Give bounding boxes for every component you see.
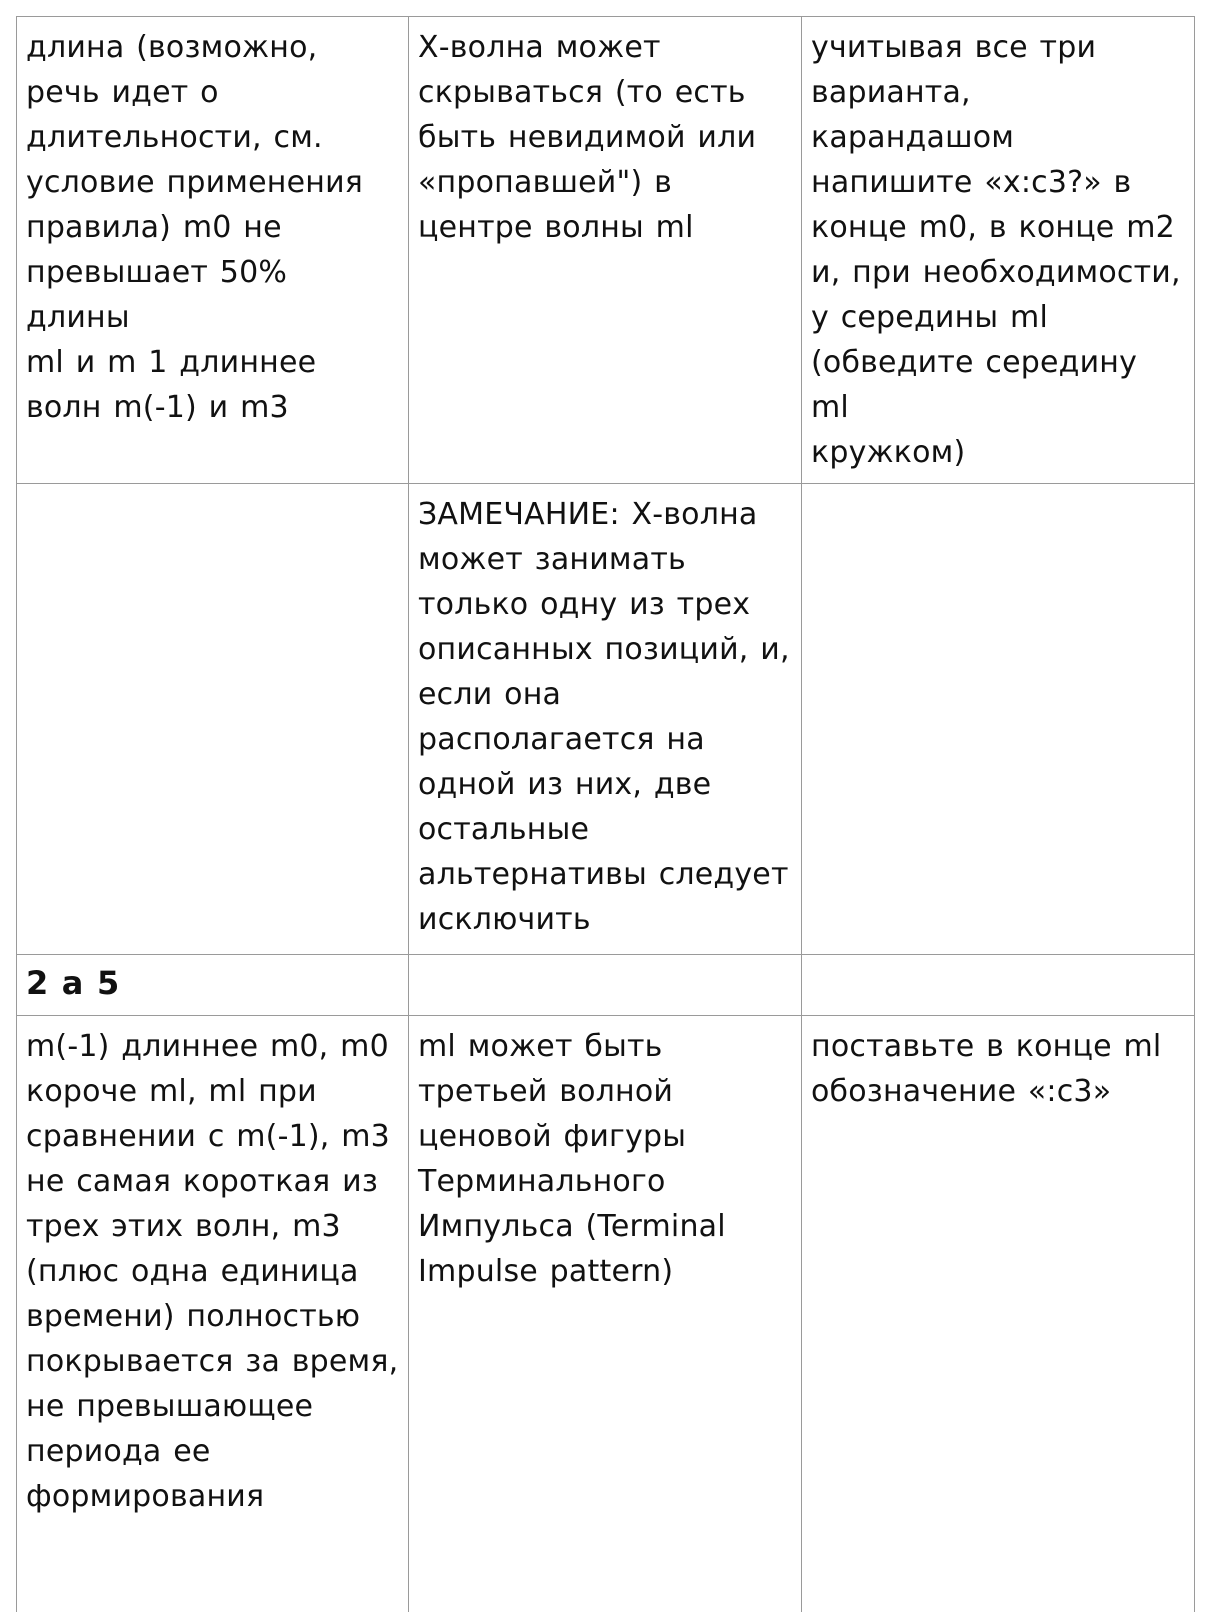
action-cell — [802, 1016, 1195, 1612]
section-heading: 2 a 5 — [26, 961, 400, 1005]
rules-table — [16, 16, 1195, 1612]
table-row — [17, 1016, 1195, 1612]
interpretation-cell — [409, 17, 802, 484]
action-cell — [802, 484, 1195, 955]
condition-text: длина (возможно, речь идет о длительности, см. условие применения правила) m0 не превышает 50% длины ml и m 1 длиннее волн m(-1) и m3 — [26, 25, 400, 430]
empty-cell — [409, 955, 802, 1016]
table-row — [17, 17, 1195, 484]
condition-cell — [17, 17, 409, 484]
interpretation-cell — [409, 1016, 802, 1612]
section-heading-row — [17, 955, 1195, 1016]
condition-cell — [17, 1016, 409, 1612]
interpretation-cell — [409, 484, 802, 955]
condition-cell — [17, 484, 409, 955]
section-heading-cell — [17, 955, 409, 1016]
table-row — [17, 484, 1195, 955]
interpretation-text: Х-волна может скрываться (то есть быть невидимой или «пропавшей") в центре волны ml — [418, 25, 793, 250]
action-cell — [802, 17, 1195, 484]
interpretation-text: ml может быть третьей волной ценовой фигуры Терминального Импульса (Terminal Impulse pattern) — [418, 1024, 793, 1294]
condition-text: m(-1) длиннее m0, m0 короче ml, ml при сравнении с m(-1), m3 не самая короткая из трех этих волн, m3 (плюс одна единица времени) полностью покрывается за время, не превышающее периода ее формирования — [26, 1024, 400, 1519]
action-text: учитывая все три варианта, карандашом напишите «x:c3?» в конце m0, в конце m2 и, при необходимости, у середины ml (обведите середину ml кружком) — [811, 25, 1186, 475]
empty-cell — [802, 955, 1195, 1016]
action-text: поставьте в конце ml обозначение «:c3» — [811, 1024, 1186, 1114]
note-text: ЗАМЕЧАНИЕ: Х-волна может занимать только одну из трех описанных позиций, и, если она располагается на одной из них, две остальные альтернативы следует исключить — [418, 492, 793, 942]
